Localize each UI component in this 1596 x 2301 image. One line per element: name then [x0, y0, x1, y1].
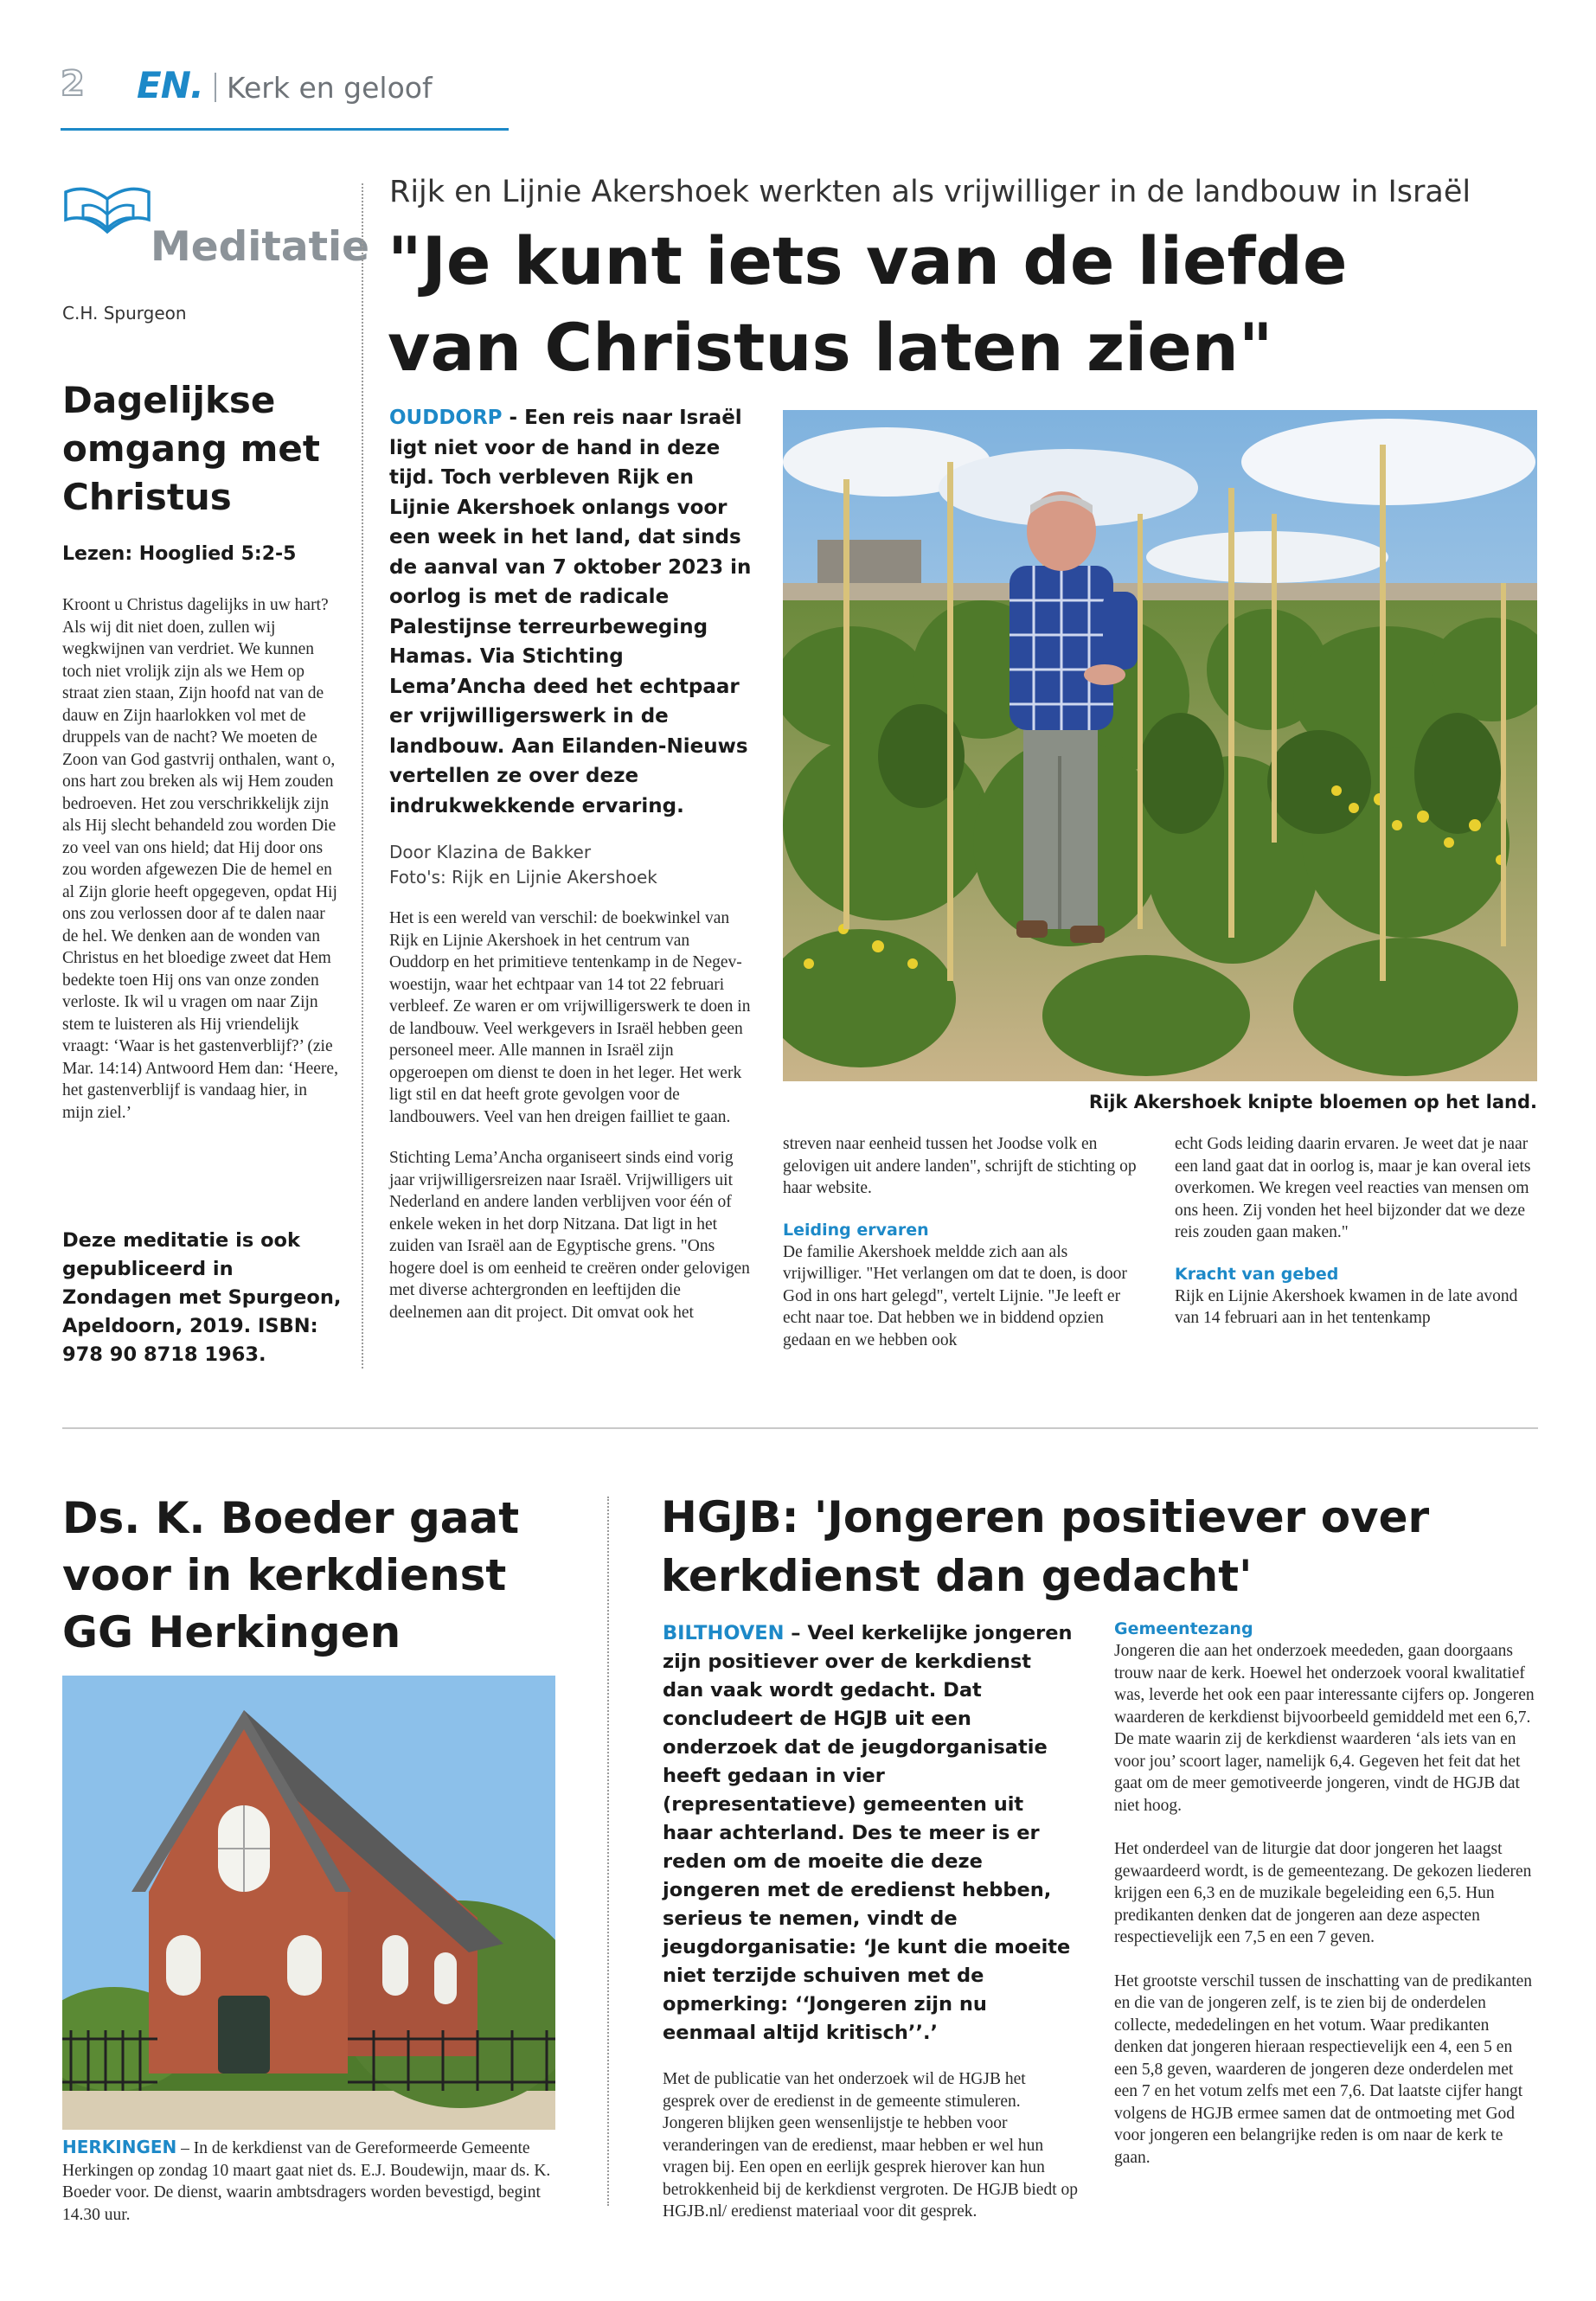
main-photo-credit: Foto's: Rijk en Lijnie Akershoek [389, 867, 657, 888]
church-body-text: – In de kerkdienst van de Gereformeerde Gemeente Herkingen op zondag 10 maart gaat niet ds. E.J. Boudewijn, maar ds. K. Boeder voor. De dienst, waarin ambtsdragers worden bevestigd, begint 14.30 uur. [62, 2139, 551, 2224]
main-col3-p2: Rijk en Lijnie Akershoek kwamen in de late avond van 14 februari aan in het tentenkamp [1175, 1286, 1518, 1327]
main-col3-p1: echt Gods leiding daarin ervaren. Je weet dat je naar een land gaat dat in oorlog is, maar je kan overal iets overkomen. We kregen veel reacties van mensen om ons heen. Zij vonden het heel bijzonder dat we deze reis zouden gaan maken." [1175, 1135, 1531, 1241]
main-dateline: OUDDORP [389, 407, 503, 429]
hgjb-col1-body: Met de publicatie van het onderzoek wil de HGJB het gesprek over de eredienst in de gemeente stimuleren. Jongeren blijken geen wensenlijstje te hebben voor veranderingen van de eredienst, maar hebben er wel hun vragen bij. Een open en eerlijk gesprek hierover kan hun betrokkenheid bij de kerkdienst vergroten. De HGJB biedt op HGJB.nl/ eredienst materiaal voor dit gesprek. [663, 2070, 1078, 2221]
hgjb-dateline: BILTHOVEN [663, 1622, 785, 1644]
hgjb-col2-p2: Het onderdeel van de liturgie dat door jongeren het laagst gewaardeerd wordt, is de gemeentezang. De gekozen liederen krijgen een 6,3 en de muzikale begeleiding een 6,5. Hun predikanten denken dat de jongeren aan deze aspecten respectievelijk een 7,5 en een 7 geven. [1114, 1840, 1532, 1946]
hgjb-col2-subhead: Gemeentezang [1114, 1619, 1253, 1638]
meditation-author: C.H. Spurgeon [62, 303, 187, 324]
section-title: Kerk en geloof [227, 71, 433, 105]
main-kicker: Rijk en Lijnie Akershoek werkten als vrijwilliger in de landbouw in Israël [389, 175, 1471, 209]
meditation-title: Dagelijkse omgang met Christus [62, 379, 320, 518]
main-photo-caption: Rijk Akershoek knipte bloemen op het land. [1088, 1092, 1537, 1112]
section-divider [62, 1427, 1538, 1429]
hgjb-lead-text: – Veel kerkelijke jongeren zijn positiever over de kerkdienst dan vaak wordt gedacht. Dat concludeert de HGJB uit een onderzoek dat de jeugdorganisatie heeft gedaan in vier (representatieve) gemeenten uit haar achterland. Des te meer is er reden om de moeite die deze jongeren met de eredienst hebben, serieus te nemen, vindt de jeugdorganisatie: ‘Je kunt die moeite niet terzijde schuiven met de opmerking: ‘‘Jongeren zijn nu eenmaal altijd kritisch’’.’ [663, 1622, 1073, 2044]
meditation-body: Kroont u Christus dagelijks in uw hart? Als wij dit niet doen, zullen wij wegkwijnen van verdriet. We kunnen toch niet vrolijk zijn als we Hem op straat zien staan, Zijn hoofd nat van de dauw en Zijn haarlokken vol met de druppels van de nacht? We moeten de Zoon van God gastvrij onthalen, want o, ons hart zou breken als wij Hem zouden bedroeven. Het zou verschrikkelijk zijn als Hij slecht behandeld zou worden Die zo veel van ons hield; dat Hij door ons zou worden afgewezen Die de hemel en al Zijn glorie heeft opgegeven, opdat Hij ons zou verlossen door af te dalen naar de hel. We denken aan de wonden van Christus en het bloedige zweet dat Hem bedekte toen Hij ons van onze zonden verloste. Ik wil u vragen om naar Zijn stem te luisteren als Hij vriendelijk vraagt: ‘Waar is het gastenverblijf?’ (zie Mar. 14:14) Antwoord Hem dan: ‘Heere, het gastenverblijf is vandaag hier, in mijn ziel.’ [62, 596, 338, 1122]
hgjb-headline: HGJB: 'Jongeren positiever over kerkdienst dan gedacht' [661, 1492, 1430, 1601]
main-col1-p1: Het is een wereld van verschil: de boekwinkel van Rijk en Lijnie Akershoek in het centrum van Ouddorp en het primitieve tentenkamp in de Negev-woestijn, waar het echtpaar van 14 tot 22 februari verbleef. Ze waren er om vrijwilligerswerk te doen in de landbouw. Veel werkgevers in Israël hebben geen personeel meer. Alle mannen in Israël zijn opgeroepen om dienst te doen in het leger. Het werk ligt stil en dat heeft grote gevolgen voor de landbouwers. Veel van hen dreigen failliet te gaan. [389, 909, 751, 1126]
hgjb-lead [663, 1619, 1078, 2048]
main-headline: "Je kunt iets van de liefde van Christus laten zien" [388, 222, 1348, 386]
main-lead-text: - Een reis naar Israël ligt niet voor de hand in deze tijd. Toch verbleven Rijk en Lijnie Akershoek onlangs voor een week in het land, dat sinds de aanval van 7 oktober 2023 in oorlog is met de radicale Palestijnse terreurbeweging Hamas. Via Stichting Lema’Ancha deed het echtpaar er vrijwilligerswerk in de landbouw. Aan Eilanden-Nieuws vertellen ze over deze indrukwekkende ervaring. [389, 407, 752, 817]
header-rule [61, 128, 509, 131]
main-col2-p2: De familie Akershoek meldde zich aan als vrijwilliger. "Het verlangen om dat te doen, is door God in ons hart gelegd", vertelt Lijnie. "Je leeft er echt naar toe. Dat hebben we in biddend opzien gedaan en we hebben ook [783, 1242, 1127, 1349]
page-number: 2 [61, 64, 85, 104]
meditation-reading: Lezen: Hooglied 5:2-5 [62, 543, 297, 565]
main-photo [783, 410, 1537, 1081]
column-divider [362, 183, 363, 1368]
page-header [61, 62, 510, 131]
main-col1-p2: Stichting Lema’Ancha organiseert sinds eind vorig jaar vrijwilligersreizen naar Israël. Vrijwilligers uit Nederland en andere landen verblijven voor één of enkele weken in het dorp Nitzana. Dat ligt in het zuiden van Israël aan de Egyptische grens. "Ons hogere doel is om eenheid te creëren onder gelovigen met diverse achtergronden en leeftijden die deelnemen aan dit project. Dit omvat ook het [389, 1149, 750, 1322]
church-headline: Ds. K. Boeder gaat voor in kerkdienst GG Herkingen [62, 1493, 520, 1657]
hgjb-col2 [1114, 1619, 1538, 2169]
church-dateline: HERKINGEN [62, 2137, 177, 2157]
main-byline: Door Klazina de Bakker [389, 842, 592, 862]
open-book-icon [62, 180, 154, 244]
main-col3 [1175, 1133, 1538, 1330]
main-col2 [783, 1133, 1138, 1351]
main-col2-subhead: Leiding ervaren [783, 1220, 929, 1240]
lower-column-divider [607, 1497, 609, 2206]
church-photo [62, 1676, 555, 2130]
meditation-label: Meditatie [151, 223, 370, 271]
main-lead-block [389, 403, 753, 1324]
hgjb-col2-p3: Het grootste verschil tussen de inschatting van de predikanten en die van de jongeren zelf, is te zien bij de onderdelen collecte, mededelingen en het votum. Waar predikanten denken dat jongeren hieraan respectievelijk een 4, een 5 en een 5,8 geven, waarderen de jongeren deze onderdelen met een 7 en het votum zelfs met een 7,6. Dat laatste cijfer hangt volgens de HGJB ermee samen dat de ontmoeting met God voor jongeren een belangrijke reden is om naar de kerk te gaan. [1114, 1971, 1533, 2167]
hgjb-col2-p1: Jongeren die aan het onderzoek meededen, gaan doorgaans trouw naar de kerk. Hoewel het onderzoek vooral kwalitatief was, leverde het ook een paar interessante cijfers op. Jongeren waarderen de kerkdienst bijvoorbeeld gemiddeld met een 6,7. De mate waarin zij de kerkdienst waarderen ‘als iets van en voor jou’ scoort lager, namelijk 6,4. Gegeven het feit dat het gaat om de meer gemotiveerde jongeren, vindt de HGJB dat niet hoog. [1114, 1642, 1535, 1815]
main-col2-p1: streven naar eenheid tussen het Joodse volk en gelovigen uit andere landen", schrijft de stichting op haar website. [783, 1135, 1137, 1197]
hgjb-col1 [663, 1619, 1078, 2223]
header-divider [215, 73, 216, 102]
meditation-column [62, 173, 370, 1384]
main-lead [389, 403, 753, 821]
church-body [62, 2137, 564, 2226]
en-logo: EN. [137, 64, 203, 106]
meditation-footnote: Deze meditatie is ook gepubliceerd in Zondagen met Spurgeon, Apeldoorn, 2019. ISBN: 978 90 8718 1963. [62, 1229, 342, 1366]
main-col3-subhead: Kracht van gebed [1175, 1264, 1339, 1284]
